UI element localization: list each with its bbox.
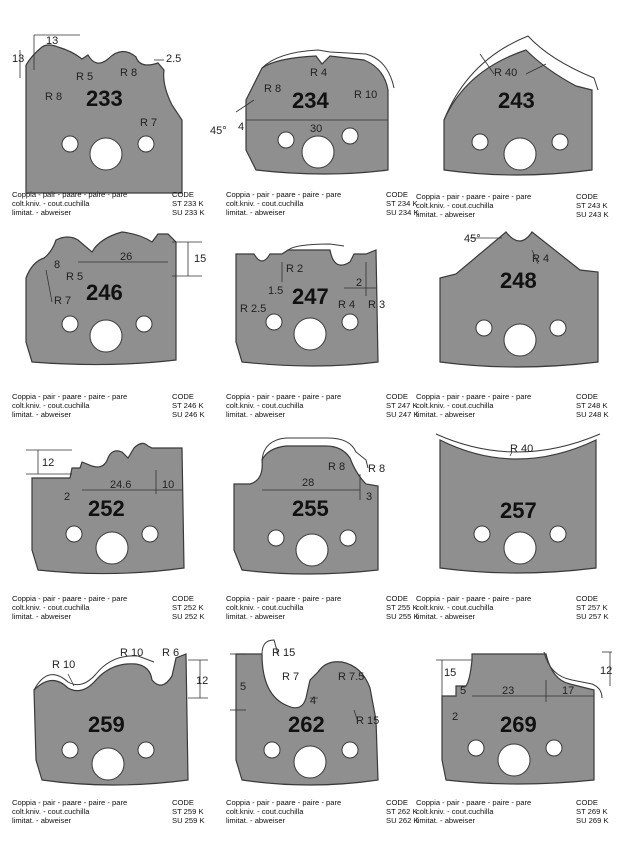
dimension-label: 30 [310, 123, 323, 135]
hole [264, 742, 280, 758]
su-code: SU 246 K [172, 410, 205, 419]
su-code: SU 262 K [386, 816, 419, 825]
dimension-label: 12 [42, 457, 55, 469]
dimension-label: 5 [240, 681, 247, 693]
dimension-label: R 2 [286, 263, 304, 275]
knife-profile-drawing [226, 430, 426, 590]
profile-cell [12, 640, 212, 848]
hole [138, 742, 154, 758]
dimension-label: R 7 [282, 671, 300, 683]
knife-profile-drawing [12, 222, 212, 382]
dimension-label: R 10 [120, 647, 144, 659]
hole [468, 740, 484, 756]
su-code: SU 257 K [576, 612, 609, 621]
dimension-label: 17 [562, 685, 575, 697]
hole [342, 742, 358, 758]
profile-number: 234 [292, 88, 329, 113]
dimension-label: 3 [366, 491, 373, 503]
dimension-label: 13 [12, 53, 25, 65]
knife-profile-drawing [12, 430, 212, 590]
profile-number: 259 [88, 712, 125, 737]
product-caption: Coppia - pair - paare - paire - pare CODE colt.kniv. - cout.cuchilla ST 248 K limitat. - abweiser SU 248 K [416, 392, 616, 419]
profile-number: 255 [292, 496, 329, 521]
su-code: SU 248 K [576, 410, 609, 419]
st-code: ST 269 K [576, 807, 608, 816]
st-code: ST 246 K [172, 401, 204, 410]
dimension-label: 4 [238, 121, 245, 133]
su-code: SU 252 K [172, 612, 205, 621]
st-code: ST 259 K [172, 807, 204, 816]
hole [138, 136, 154, 152]
knife-profile-drawing [416, 430, 616, 590]
product-caption: Coppia - pair - paare - paire - pare CODE colt.kniv. - cout.cuchilla ST 243 K limitat. - abweiser SU 243 K [416, 192, 616, 219]
dimension-label: R 2.5 [240, 303, 267, 315]
dimension-label: 24.6 [110, 479, 132, 491]
hole [474, 526, 490, 542]
profile-number: 246 [86, 280, 123, 305]
dimension-label: R 10 [354, 89, 378, 101]
su-code: SU 233 K [172, 208, 205, 217]
knife-profile-drawing [210, 30, 426, 190]
dimension-label: 15 [444, 667, 457, 679]
dimension-label: 2 [452, 711, 459, 723]
knife-profile-drawing [416, 222, 616, 382]
hole [340, 530, 356, 546]
product-caption: Coppia - pair - paare - paire - pare CODE colt.kniv. - cout.cuchilla ST 247 K limitat. - abweiser SU 247 K [226, 392, 426, 419]
dimension-label: 26 [120, 251, 133, 263]
product-caption: Coppia - pair - paare - paire - pare CODE colt.kniv. - cout.cuchilla ST 233 K limitat. - abweiser SU 233 K [12, 190, 212, 217]
dimension-label: R 5 [66, 271, 84, 283]
dimension-label: 2 [356, 277, 363, 289]
hole [66, 526, 82, 542]
profile-number: 248 [500, 268, 537, 293]
dimension-label: 4 [310, 695, 317, 707]
hole [136, 316, 152, 332]
profile-cell [416, 30, 616, 238]
hole [294, 746, 326, 778]
dimension-label: R 15 [356, 715, 380, 727]
profile-number: 252 [88, 496, 125, 521]
st-code: ST 243 K [576, 201, 608, 210]
hole [342, 128, 358, 144]
profile-number: 243 [498, 88, 535, 113]
hole [62, 136, 78, 152]
profile-cell [416, 640, 616, 848]
hole [142, 526, 158, 542]
product-caption: Coppia - pair - paare - paire - pare CODE colt.kniv. - cout.cuchilla ST 257 K limitat. - abweiser SU 257 K [416, 594, 616, 621]
su-code: SU 247 K [386, 410, 419, 419]
profile-cell [210, 30, 426, 238]
hole [498, 744, 530, 776]
dimension-label: 12 [600, 665, 613, 677]
hole [504, 138, 536, 170]
knife-profile-drawing [12, 30, 212, 190]
dimension-label: R 7.5 [338, 671, 365, 683]
st-code: ST 247 K [386, 401, 418, 410]
dimension-label: R 15 [272, 647, 296, 659]
hole [266, 314, 282, 330]
dimension-label: 1.5 [268, 285, 284, 297]
dimension-label: R 3 [368, 299, 386, 311]
knife-profile-drawing [226, 222, 426, 382]
st-code: ST 252 K [172, 603, 204, 612]
dimension-label: R 7 [140, 117, 158, 129]
dimension-label: R 8 [264, 83, 282, 95]
hole [472, 134, 488, 150]
dimension-label: 2.5 [166, 53, 182, 65]
profile-cell [12, 30, 212, 238]
st-code: ST 257 K [576, 603, 608, 612]
product-caption: Coppia - pair - paare - paire - pare CODE colt.kniv. - cout.cuchilla ST 246 K limitat. - abweiser SU 246 K [12, 392, 212, 419]
dimension-label: R 4 [338, 299, 356, 311]
dimension-label: R 10 [52, 659, 76, 671]
profile-cell [226, 640, 426, 848]
product-caption: Coppia - pair - paare - paire - pare CODE colt.kniv. - cout.cuchilla ST 262 K limitat. - abweiser SU 262 K [226, 798, 426, 825]
dimension-label: 10 [162, 479, 175, 491]
su-code: SU 255 K [386, 612, 419, 621]
profile-number: 233 [86, 86, 123, 111]
dimension-label: R 5 [76, 71, 94, 83]
knife-profile-drawing [416, 640, 616, 800]
profile-number: 269 [500, 712, 537, 737]
hole [62, 742, 78, 758]
hole [302, 136, 334, 168]
dimension-label: 45° [464, 233, 481, 245]
knife-profile-drawing [416, 30, 616, 190]
product-caption: Coppia - pair - paare - paire - pare CODE colt.kniv. - cout.cuchilla ST 234 K limitat. - abweiser SU 234 K [226, 190, 426, 217]
st-code: ST 234 K [386, 199, 418, 208]
dimension-label: 28 [302, 477, 315, 489]
hole [96, 532, 128, 564]
profile-number: 247 [292, 284, 329, 309]
su-code: SU 259 K [172, 816, 205, 825]
dimension-label: 5 [460, 685, 467, 697]
product-caption: Coppia - pair - paare - paire - pare CODE colt.kniv. - cout.cuchilla ST 259 K limitat. - abweiser SU 259 K [12, 798, 212, 825]
knife-profile-drawing [226, 640, 426, 800]
dimension-label: 13 [46, 35, 59, 47]
hole [546, 740, 562, 756]
profile-cell [12, 430, 212, 638]
profile-cell [12, 222, 212, 430]
hole [62, 316, 78, 332]
dimension-label: R 6 [162, 647, 180, 659]
hole [278, 132, 294, 148]
profile-cell [416, 222, 616, 430]
hole [296, 534, 328, 566]
profile-cell [416, 430, 616, 638]
profile-cell [226, 430, 426, 638]
profile-cell [226, 222, 426, 430]
su-code: SU 243 K [576, 210, 609, 219]
knife-profile-drawing [12, 640, 212, 800]
hole [476, 320, 492, 336]
st-code: ST 233 K [172, 199, 204, 208]
dimension-label: R 8 [45, 91, 63, 103]
dimension-label: R 8 [328, 461, 346, 473]
dimension-label: 2 [64, 491, 71, 503]
hole [92, 748, 124, 780]
dimension-label: R 40 [494, 67, 518, 79]
hole [90, 320, 122, 352]
hole [268, 530, 284, 546]
dimension-label: 45° [210, 125, 227, 137]
su-code: SU 234 K [386, 208, 419, 217]
dimension-label: R 8 [120, 67, 138, 79]
hole [90, 138, 122, 170]
profile-number: 262 [288, 712, 325, 737]
st-code: ST 262 K [386, 807, 418, 816]
dimension-label: R 4 [532, 253, 550, 265]
hole [550, 320, 566, 336]
dimension-label: R 40 [510, 443, 534, 455]
dimension-label: 12 [196, 675, 209, 687]
profile-number: 257 [500, 498, 537, 523]
dimension-label: R 8 [368, 463, 386, 475]
hole [550, 526, 566, 542]
hole [504, 532, 536, 564]
product-caption: Coppia - pair - paare - paire - pare CODE colt.kniv. - cout.cuchilla ST 255 K limitat. - abweiser SU 255 K [226, 594, 426, 621]
dimension-label: R 7 [54, 295, 72, 307]
hole [342, 314, 358, 330]
dimension-label: 15 [194, 253, 207, 265]
dimension-label: R 4 [310, 67, 328, 79]
dimension-label: 8 [54, 259, 61, 271]
st-code: ST 248 K [576, 401, 608, 410]
hole [294, 318, 326, 350]
st-code: ST 255 K [386, 603, 418, 612]
product-caption: Coppia - pair - paare - paire - pare CODE colt.kniv. - cout.cuchilla ST 269 K limitat. - abweiser SU 269 K [416, 798, 616, 825]
product-caption: Coppia - pair - paare - paire - pare CODE colt.kniv. - cout.cuchilla ST 252 K limitat. - abweiser SU 252 K [12, 594, 212, 621]
hole [504, 324, 536, 356]
su-code: SU 269 K [576, 816, 609, 825]
hole [552, 134, 568, 150]
dimension-label: 23 [502, 685, 515, 697]
